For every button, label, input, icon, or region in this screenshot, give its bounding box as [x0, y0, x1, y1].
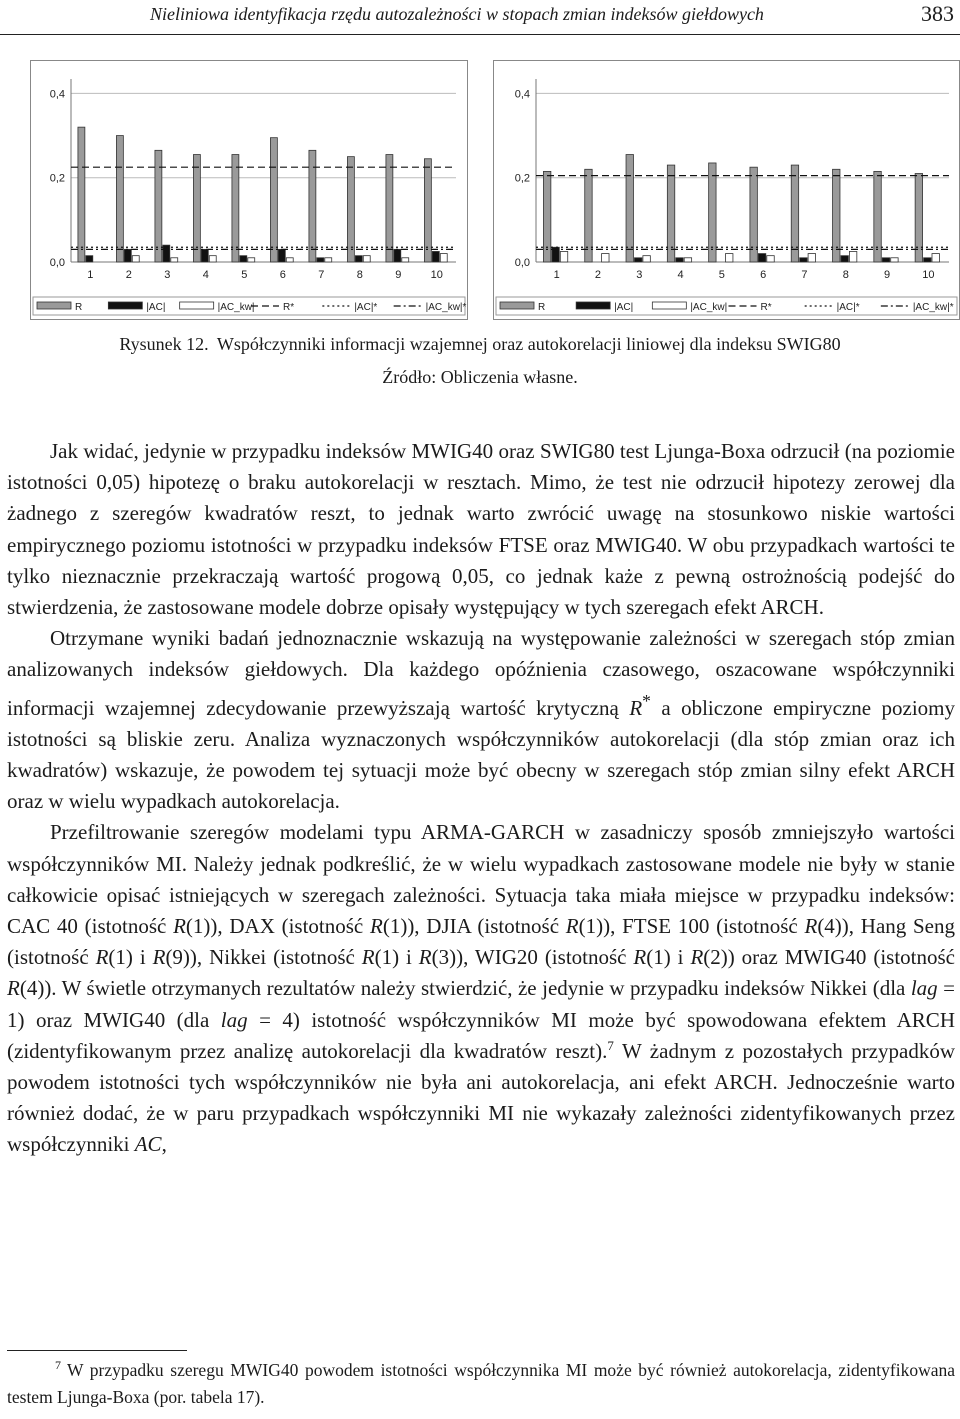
bar-0 [543, 171, 550, 262]
x-tick-label: 6 [279, 269, 286, 281]
legend-label: |AC_kw| [690, 302, 728, 313]
legend-label: R [75, 302, 83, 313]
bar-0 [193, 155, 200, 262]
bar-2 [849, 251, 856, 262]
bar-0 [626, 155, 633, 262]
figure-caption-label: Rysunek 12. [119, 334, 209, 354]
paragraph-2 [7, 623, 955, 817]
p3-seg: (9)), Nikkei (istotność [165, 945, 362, 970]
p3-ac: AC [134, 1132, 162, 1157]
bar-0 [78, 127, 85, 262]
x-tick-label: 9 [883, 269, 891, 281]
p3-symbol: R [152, 945, 166, 970]
bar-1 [278, 249, 285, 262]
legend-label: |AC|* [354, 302, 378, 313]
p3-seg: (3)), WIG20 (istotność [431, 945, 634, 970]
bar-2 [602, 254, 609, 262]
bar-2 [684, 258, 691, 262]
bar-1 [201, 249, 208, 262]
x-tick-label: 5 [718, 269, 725, 281]
p3-seg: W żadnym z pozostałych przypadków powodem istotności tych współczynników nie była ani autokorelacja, ani efekt ARCH. Jednocześnie warto również dodać, że w paru przypadkach współczynniki MI nie wykazały zależności zidentyfikowanych przez współczynniki [7, 1038, 955, 1157]
bar-1 [676, 258, 683, 262]
x-tick-label: 10 [922, 269, 935, 281]
x-tick-label: 1 [87, 269, 94, 281]
x-tick-label: 4 [202, 269, 209, 281]
legend-label: R* [760, 302, 772, 313]
figure-caption-text: Współczynniki informacji wzajemnej oraz autokorelacji liniowej dla indeksu SWIG80 [216, 334, 841, 354]
bar-2 [767, 256, 774, 262]
bar-2 [560, 251, 567, 262]
p3-seg: (1)), FTSE 100 (istotność [578, 914, 805, 939]
legend-label: R [538, 302, 546, 313]
x-tick-label: 2 [125, 269, 132, 281]
footnote-number: 7 [55, 1358, 61, 1373]
bar-2 [402, 258, 409, 262]
legend-swatch [37, 302, 71, 309]
legend-label: |AC|* [836, 302, 860, 313]
bar-2 [891, 258, 898, 262]
legend-swatch [652, 302, 686, 309]
page-number: 383 [921, 1, 954, 26]
bar-chart-right [494, 61, 959, 319]
x-tick-label: 5 [241, 269, 248, 281]
p2-text-b: a obliczone empiryczne poziomy istotności są bliskie zeru. Analiza wyznaczonych współczynników autokorelacji (dla stóp zmian oraz ich kwadratów) wskazuje, że powodem tej sytuacji może być obecny w szeregach stóp zmian silny efekt ARCH oraz w wielu wypadkach autokorelacja. [7, 695, 956, 814]
p3-symbol: R [633, 945, 647, 970]
bar-2 [209, 256, 216, 262]
legend-label: |AC_kw| [217, 302, 255, 313]
bar-2 [643, 256, 650, 262]
footnote [7, 1357, 955, 1411]
p3-seg: (2)) oraz MWIG40 (istotność [703, 945, 955, 970]
bar-0 [386, 155, 393, 262]
bar-1 [394, 249, 401, 262]
bar-1 [432, 251, 439, 262]
bar-2 [440, 254, 447, 262]
legend-label: |AC| [146, 302, 166, 313]
x-tick-label: 7 [801, 269, 808, 281]
bar-0 [424, 159, 431, 262]
bar-1 [758, 254, 765, 262]
legend-label: |AC| [614, 302, 634, 313]
bar-0 [833, 169, 840, 262]
footnote-text: W przypadku szeregu MWIG40 powodem istotności współczynnika MI może być również autokorelacja, zidentyfikowana testem Ljunga-Boxa (por. tabela 17). [7, 1360, 955, 1407]
bar-1 [800, 258, 807, 262]
p3-seg: = 1) oraz MWIG40 (dla [7, 976, 956, 1032]
bar-2 [932, 254, 939, 262]
bar-1 [240, 256, 247, 262]
p3-symbol: R [173, 914, 186, 939]
running-title: Nieliniowa identyfikacja rzędu autozależności w stopach zmian indeksów giełdowych [150, 4, 764, 24]
bar-0 [232, 155, 239, 262]
y-tick-label: 0,0 [49, 257, 65, 269]
body-text [7, 436, 955, 1161]
bar-2 [363, 256, 370, 262]
footnote-reference[interactable]: 7 [607, 1037, 614, 1053]
bar-1 [86, 256, 93, 262]
bar-2 [248, 258, 255, 262]
p3-symbol: R [418, 945, 432, 970]
bar-1 [924, 258, 931, 262]
x-tick-label: 2 [594, 269, 602, 281]
legend-swatch [500, 302, 534, 309]
bar-1 [841, 256, 848, 262]
legend-label: R* [283, 302, 295, 313]
bar-1 [355, 256, 362, 262]
y-tick-label: 0,0 [514, 257, 530, 269]
p3-seg: (1) i [646, 945, 691, 970]
p3-seg: (1) i [108, 945, 153, 970]
bar-1 [882, 258, 889, 262]
paragraph-1: Jak widać, jedynie w przypadku indeksów MWIG40 oraz SWIG80 test Ljunga-Boxa odrzucił (na poziomie istotności 0,05) hipotezę o braku autokorelacji w resztach. Mimo, że test nie odrzucił hipotezy zerowej dla żadnego z szeregów kwadratów reszt, to jednak warto zwrócić uwagę na stosunkowo niskie wartości empirycznego poziomu istotności w przypadku indeksów FTSE oraz MWIG40. W obu przypadkach wartości te tylko nieznacznie przekraczają wartość progową 0,05, co jednak każe z pewną ostrożnością podejść do stwierdzenia, że zastosowane modele dobrze opisały występujący w tych szeregach efekt ARCH. [7, 439, 955, 620]
x-tick-label: 1 [553, 269, 560, 281]
p3-seg: , [161, 1132, 167, 1157]
bar-1 [634, 258, 641, 262]
p3-seg: (1) i [374, 945, 419, 970]
y-tick-label: 0,4 [49, 88, 65, 101]
y-tick-label: 0,2 [514, 172, 530, 185]
bar-2 [325, 258, 332, 262]
bar-1 [317, 258, 324, 262]
bar-2 [286, 258, 293, 262]
p3-lag: lag [220, 1007, 248, 1032]
bar-0 [915, 174, 922, 263]
chart-panel-right [493, 60, 960, 320]
p3-seg: (1)), DJIA (istotność [382, 914, 566, 939]
legend-label: |AC_kw|* [425, 302, 467, 313]
footnote-rule [7, 1350, 187, 1351]
bar-0 [347, 157, 354, 262]
legend-swatch [180, 302, 214, 309]
bar-2 [808, 254, 815, 262]
bar-0 [270, 138, 277, 262]
p2-symbol: R [629, 695, 643, 720]
p3-seg: (4)). W świetle otrzymanych rezultatów należy stwierdzić, że jedynie w przypadku indeksów Nikkei (dla [19, 976, 911, 1001]
p3-symbol: R [7, 976, 20, 1001]
p3-symbol: R [565, 914, 579, 939]
p3-lag: lag [910, 976, 938, 1001]
bar-2 [171, 258, 178, 262]
chart-panel-left [30, 60, 468, 320]
figure-source: Źródło: Obliczenia własne. [382, 367, 578, 387]
p3-symbol: R [804, 914, 818, 939]
x-tick-label: 8 [842, 269, 849, 281]
bar-0 [585, 169, 592, 262]
bar-1 [124, 249, 131, 262]
x-tick-label: 6 [760, 269, 767, 281]
y-tick-label: 0,2 [49, 172, 65, 185]
figure-caption [0, 334, 960, 355]
bar-0 [116, 136, 123, 262]
p3-seg: Przefiltrowanie szeregów modelami typu ARMA-GARCH w zasadniczy sposób zmniejszyło wartości współczynników MI. Należy jednak podkreślić, że w wielu wypadkach zastosowane modele nie były w stanie całkowicie opisać istniejących w szeregach zależności. Sytuacja taka miała miejsce w przypadku indeksów: CAC 40 (istotność [7, 820, 955, 939]
x-tick-label: 3 [164, 269, 171, 281]
x-tick-label: 10 [430, 269, 443, 281]
x-tick-label: 9 [395, 269, 402, 281]
running-head [0, 0, 960, 35]
bar-2 [726, 254, 733, 262]
p3-symbol: R [690, 945, 704, 970]
bar-0 [874, 171, 881, 262]
p3-seg: (4)), Hang Seng (istotność [7, 914, 956, 970]
bar-2 [132, 256, 139, 262]
legend-swatch [576, 302, 610, 309]
y-tick-label: 0,4 [514, 88, 530, 101]
x-tick-label: 4 [677, 269, 684, 281]
legend-label: |AC_kw|* [912, 302, 954, 313]
legend-swatch [108, 302, 142, 309]
p2-superscript: * [642, 690, 651, 711]
p3-symbol: R [370, 914, 383, 939]
x-tick-label: 8 [356, 269, 363, 281]
bar-chart-left [31, 61, 467, 319]
p3-symbol: R [95, 945, 109, 970]
p3-symbol: R [361, 945, 375, 970]
p3-seg: (1)), DAX (istotność [185, 914, 370, 939]
x-tick-label: 7 [318, 269, 325, 281]
paragraph-3 [7, 817, 955, 1160]
x-tick-label: 3 [636, 269, 643, 281]
p2-text-a: Otrzymane wyniki badań jednoznacznie wskazują na występowanie zależności w szeregach stóp zmian analizowanych indeksów giełdowych. Dla każdego opóźnienia czasowego, oszacowane współczynniki informacji wzajemnej zdecydowanie przewyższają wartość krytyczną [7, 626, 955, 720]
p3-seg: = 4) istotność współczynników MI może być spowodowana efektem ARCH (zidentyfikowanym przez analizę autokorelacji dla kwadratów reszt). [7, 1007, 955, 1063]
